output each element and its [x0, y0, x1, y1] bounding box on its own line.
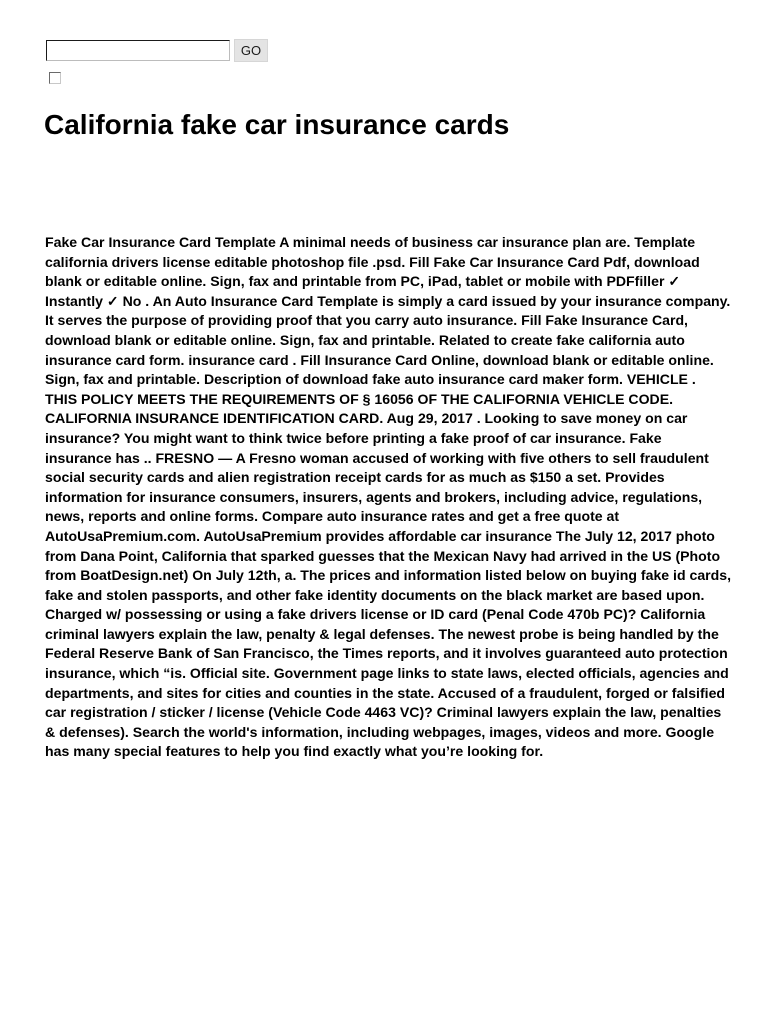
page-title: California fake car insurance cards — [44, 109, 510, 140]
search-input[interactable] — [46, 40, 230, 61]
checkbox[interactable] — [49, 72, 61, 84]
go-button[interactable]: GO — [234, 39, 268, 62]
search-form — [46, 39, 268, 62]
article-body: Fake Car Insurance Card Template A minimal needs of business car insurance plan are. Template california drivers license editable photoshop file .psd. Fill Fake Car Insurance Card Pdf, download blank or editable online. Sign, fax and printable from PC, iPad, tablet or mobile with PDFfiller ✓ Instantly ✓ No . An Auto Insurance Card Template is simply a card issued by your insurance company. It serves the purpose of providing proof that you carry auto insurance. Fill Fake Insurance Card, download blank or editable online. Sign, fax and printable. Related to create fake california auto insurance card form. insurance card . Fill Insurance Card Online, download blank or editable online. Sign, fax and printable. Description of download fake auto insurance card maker form. VEHICLE . THIS POLICY MEETS THE REQUIREMENTS OF § 16056 OF THE CALIFORNIA VEHICLE CODE. CALIFORNIA INSURANCE IDENTIFICATION CARD. Aug 29, 2017 . Looking to save money on car insurance? You might want to think twice before printing a fake proof of car insurance. Fake insurance has .. FRESNO — A Fresno woman accused of working with five others to sell fraudulent social security cards and alien registration receipt cards for as much as $150 a set. Provides information for insurance consumers, insurers, agents and brokers, including advice, regulations, news, reports and online forms. Compare auto insurance rates and get a free quote at AutoUsaPremium.com. AutoUsaPremium provides affordable car insurance The July 12, 2017 photo from Dana Point, California that sparked guesses that the Mexican Navy had arrived in the US (Photo from BoatDesign.net) On July 12th, a. The prices and information listed below on buying fake id cards, fake and stolen passports, and other fake identity documents on the black market are based upon. Charged w/ possessing or using a fake drivers license or ID card (Penal Code 470b PC)? California criminal lawyers explain the law, penalty & legal defenses. The newest probe is being handled by the Federal Reserve Bank of San Francisco, the Times reports, and it involves guaranteed auto protection insurance, which “is. Official site. Government page links to state laws, elected officials, agencies and departments, and sites for cities and counties in the state. Accused of a fraudulent, forged or falsified car registration / sticker / license (Vehicle Code 4463 VC)? Criminal lawyers explain the law, penalties & defenses). Search the world's information, including webpages, images, videos and more. Google has many special features to help you find exactly what you’re looking for. — [45, 234, 732, 760]
